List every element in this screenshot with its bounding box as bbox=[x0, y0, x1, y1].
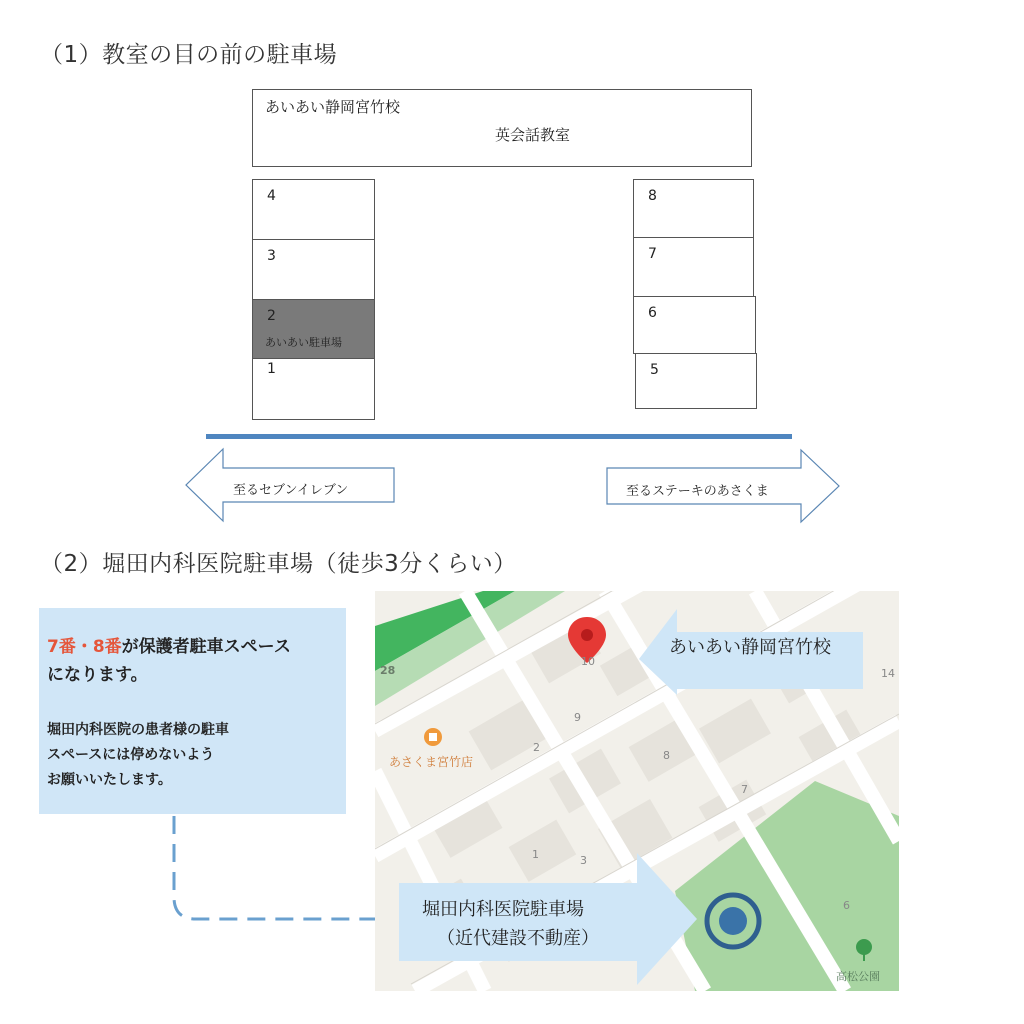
direction-left-label: 至るセブンイレブン bbox=[233, 483, 349, 498]
parking-label-arrow bbox=[399, 853, 699, 991]
parking-space-5 bbox=[635, 353, 757, 409]
parking-note bbox=[39, 608, 346, 814]
road-number-28: 28 bbox=[380, 664, 396, 677]
note-sub2: スペースには停めないよう bbox=[47, 747, 215, 763]
school-name: あいあい静岡宮竹校 bbox=[265, 98, 401, 116]
parking-map-label1: 堀田内科医院駐車場 bbox=[422, 899, 584, 920]
block-number-7: 7 bbox=[741, 783, 748, 796]
block-number-10: 10 bbox=[581, 655, 595, 668]
block-number-3: 3 bbox=[580, 854, 587, 867]
school-building bbox=[252, 89, 752, 167]
note-line2: になります。 bbox=[47, 665, 148, 685]
park-label: 高松公園 bbox=[836, 970, 880, 983]
parking-space-7 bbox=[633, 237, 754, 297]
block-number-8: 8 bbox=[663, 749, 670, 762]
restaurant-label: あさくま宮竹店 bbox=[389, 755, 474, 769]
block-number-14: 14 bbox=[881, 667, 895, 680]
classroom-label: 英会話教室 bbox=[495, 126, 571, 144]
note-line1-rest: が保護者駐車スペース bbox=[121, 637, 291, 657]
parking-map-label2: （近代建設不動産） bbox=[437, 928, 599, 949]
space-number: 5 bbox=[650, 362, 659, 378]
parking-space-8 bbox=[633, 179, 754, 238]
space-number: 7 bbox=[648, 246, 657, 262]
note-sub3: お願いいたします。 bbox=[47, 772, 172, 788]
map[interactable] bbox=[375, 591, 899, 991]
section2-title: （2）堀田内科医院駐車場（徒歩3分くらい） bbox=[40, 551, 517, 577]
parking-space-3 bbox=[252, 239, 375, 300]
block-number-9: 9 bbox=[574, 711, 581, 724]
direction-right-label: 至るステーキのあさくま bbox=[626, 484, 769, 499]
block-number-6: 6 bbox=[843, 899, 850, 912]
parking-space-1 bbox=[252, 358, 375, 420]
aiai-parking-label: あいあい駐車場 bbox=[265, 336, 342, 349]
parking-space-4 bbox=[252, 179, 375, 240]
space-number: 8 bbox=[648, 188, 657, 204]
note-line1 bbox=[47, 634, 291, 661]
space-number: 3 bbox=[267, 248, 276, 264]
space-number: 2 bbox=[267, 308, 276, 324]
space-number: 4 bbox=[267, 188, 276, 204]
school-map-label: あいあい静岡宮竹校 bbox=[669, 637, 831, 658]
road-line bbox=[206, 434, 792, 439]
space-number: 1 bbox=[267, 361, 276, 377]
parking-space-2 bbox=[252, 299, 375, 359]
highlight-spaces: 7番・8番 bbox=[47, 637, 122, 657]
block-number-2: 2 bbox=[533, 741, 540, 754]
section1-title: （1）教室の目の前の駐車場 bbox=[40, 42, 338, 68]
space-number: 6 bbox=[648, 305, 657, 321]
parking-space-6 bbox=[633, 296, 756, 354]
restaurant-icon bbox=[424, 728, 442, 746]
dashed-connector bbox=[160, 812, 400, 927]
note-sub1: 堀田内科医院の患者様の駐車 bbox=[47, 722, 229, 738]
block-number-1: 1 bbox=[532, 848, 539, 861]
